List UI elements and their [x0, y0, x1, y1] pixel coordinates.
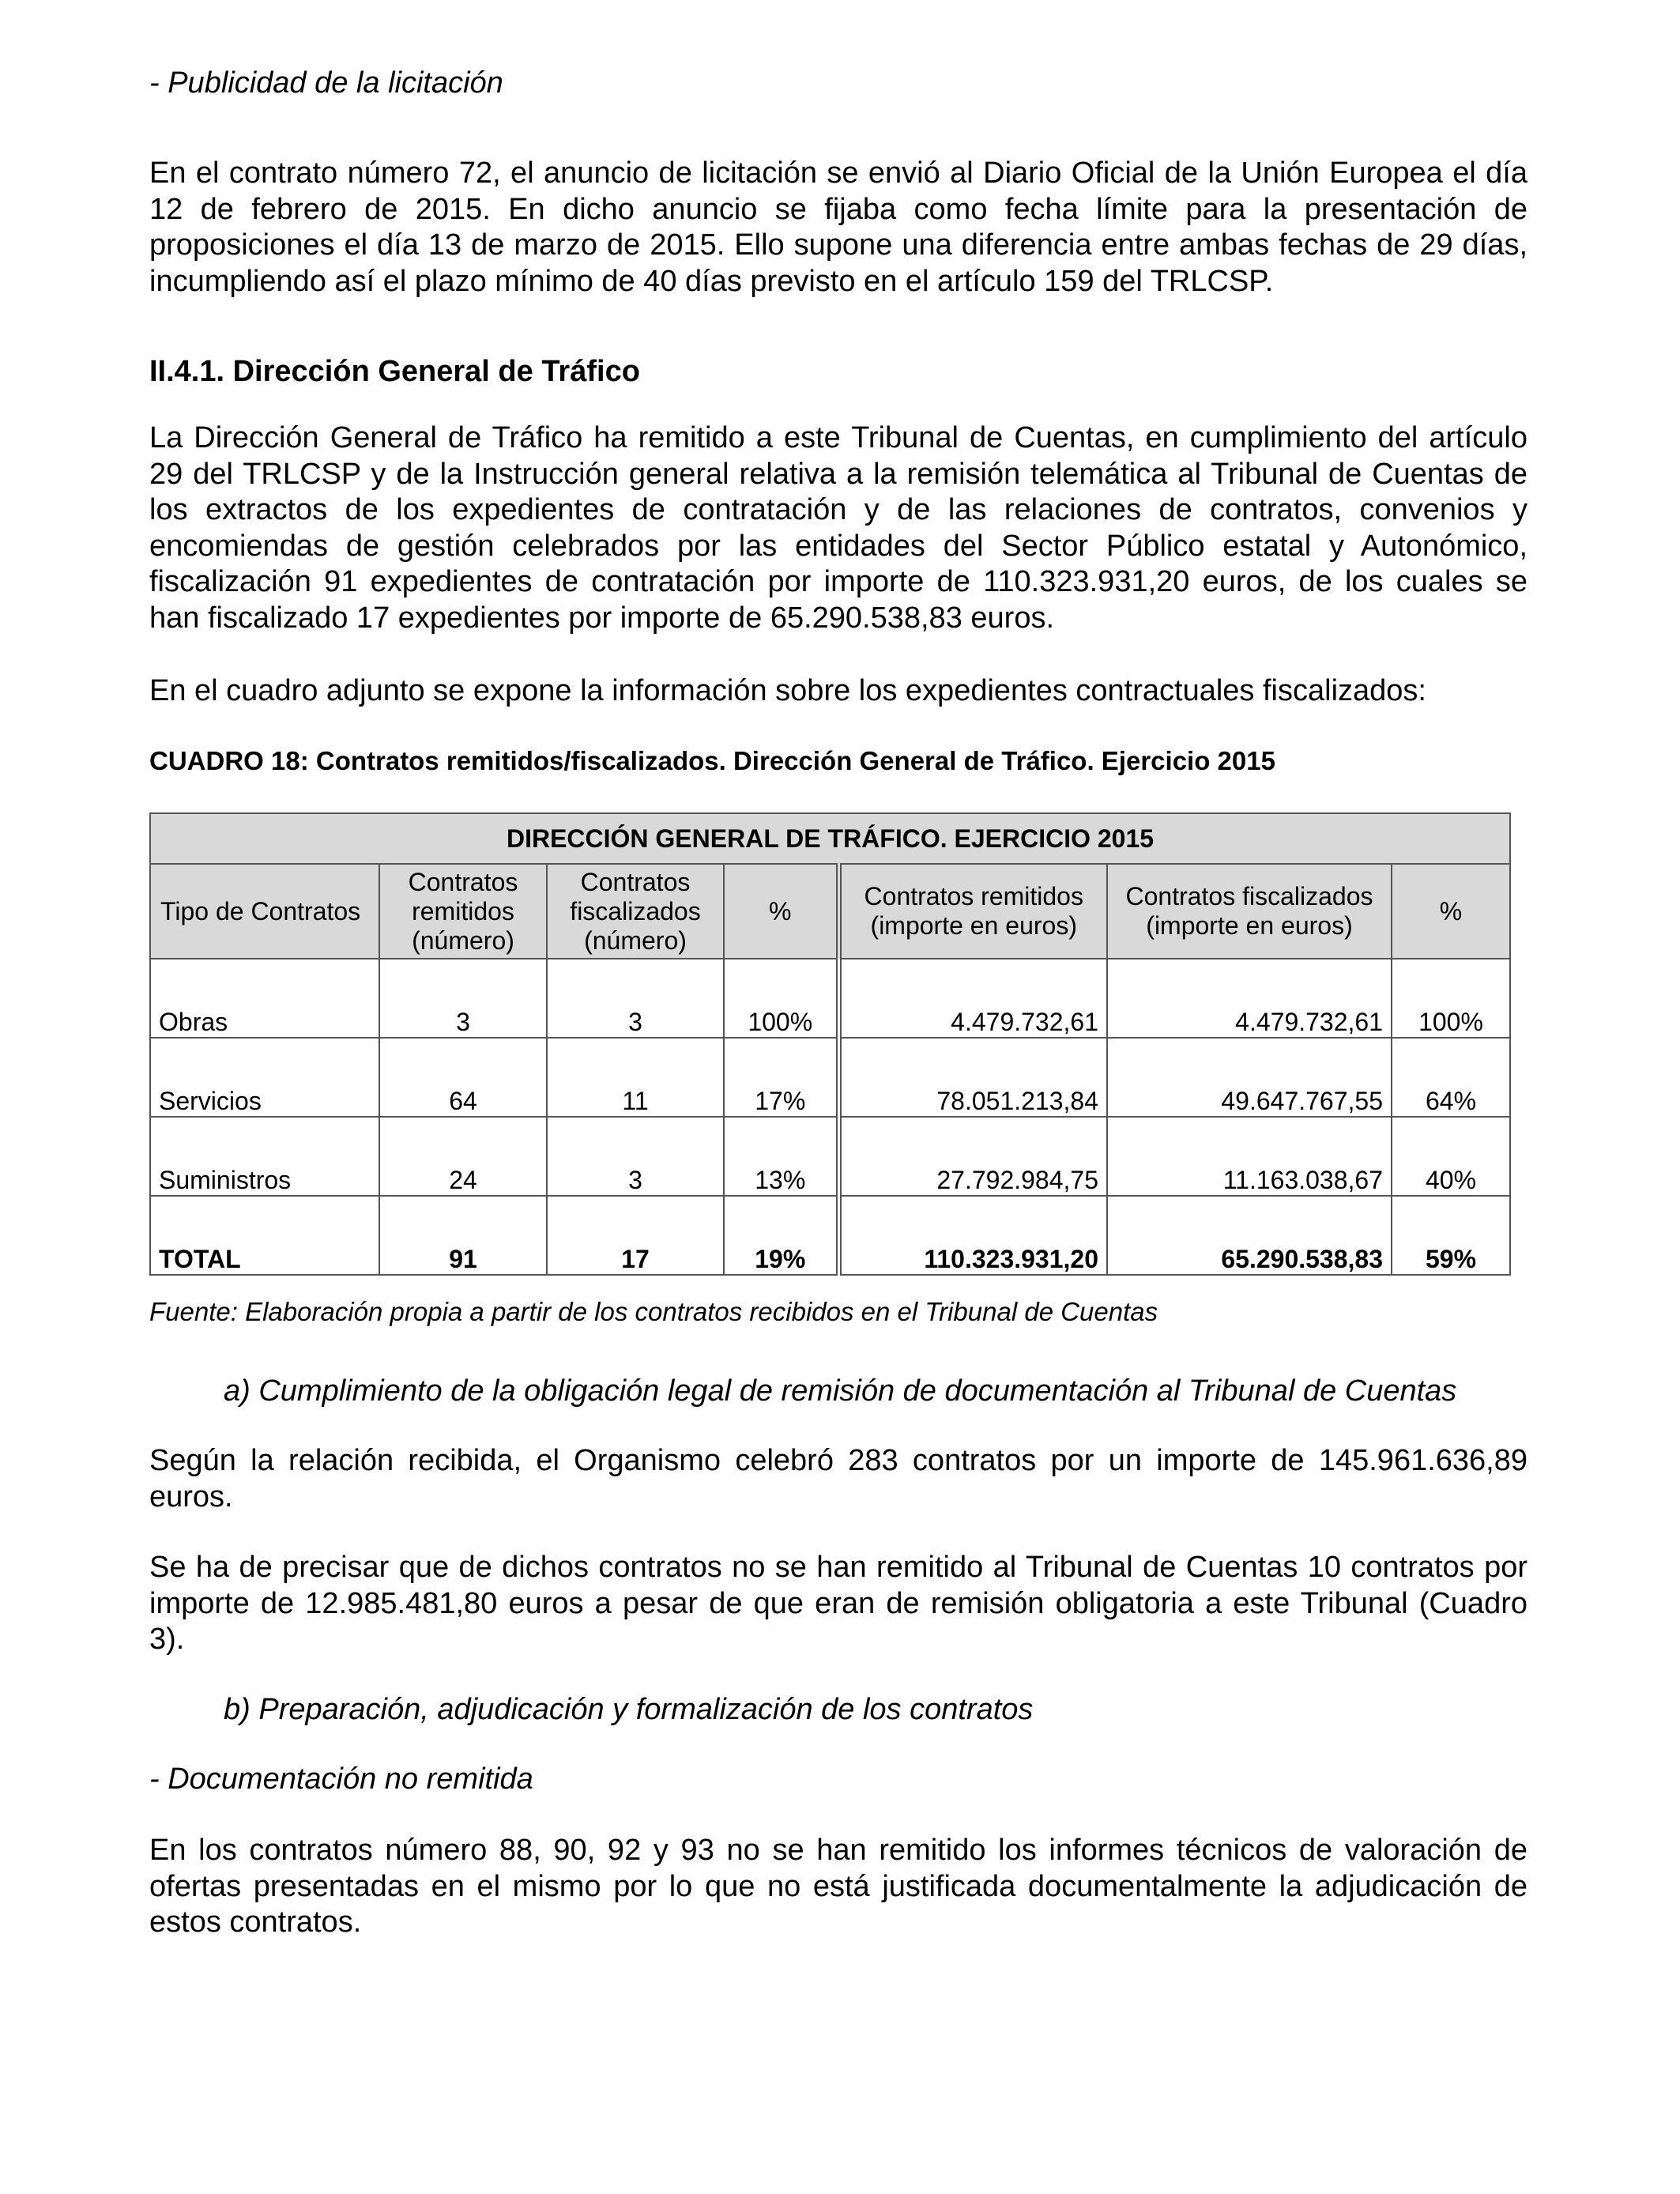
cell-remitidos-numero: 91	[379, 1196, 547, 1275]
contracts-table	[149, 812, 1511, 1276]
cell-remitidos-importe: 110.323.931,20	[838, 1196, 1107, 1275]
table-title: DIRECCIÓN GENERAL DE TRÁFICO. EJERCICIO 2015	[150, 813, 1510, 864]
subsection-heading-b: b) Preparación, adjudicación y formalización de los contratos	[224, 1693, 1034, 1726]
cell-remitidos-numero: 24	[379, 1117, 547, 1196]
cell-tipo: Suministros	[150, 1117, 379, 1196]
cell-tipo: Obras	[150, 959, 379, 1038]
cell-fiscalizados-importe: 11.163.038,67	[1107, 1117, 1392, 1196]
cell-pct-numero: 17%	[724, 1038, 838, 1117]
cell-tipo: TOTAL	[150, 1196, 379, 1275]
cell-pct-numero: 100%	[724, 959, 838, 1038]
header-remitidos-importe: Contratos remitidos (importe en euros)	[838, 864, 1107, 959]
cell-fiscalizados-importe: 49.647.767,55	[1107, 1038, 1392, 1117]
table-row	[150, 1117, 1510, 1196]
cell-fiscalizados-numero: 11	[547, 1038, 724, 1117]
paragraph-relacion-recibida: Según la relación recibida, el Organismo celebró 283 contratos por un importe de 145.961.636,89 euros.	[149, 1444, 1527, 1514]
section-heading-dgt: II.4.1. Dirección General de Tráfico	[149, 355, 640, 388]
table-row	[150, 959, 1510, 1038]
cell-pct-importe: 59%	[1392, 1196, 1510, 1275]
cell-remitidos-numero: 64	[379, 1038, 547, 1117]
table-total-row	[150, 1196, 1510, 1275]
cell-remitidos-numero: 3	[379, 959, 547, 1038]
cell-fiscalizados-importe: 65.290.538,83	[1107, 1196, 1392, 1275]
cell-pct-numero: 13%	[724, 1117, 838, 1196]
paragraph-contrato-72: En el contrato número 72, el anuncio de licitación se envió al Diario Oficial de la Unión Europea el día 12 de febrero de 2015. En dicho anuncio se fijaba como fecha límite para la presentación de proposiciones el día 13 de marzo de 2015. Ello supone una diferencia entre ambas fechas de 29 días, incumpliendo así el plazo mínimo de 40 días previsto en el artículo 159 del TRLCSP.	[149, 156, 1527, 298]
paragraph-contratos-88-93: En los contratos número 88, 90, 92 y 93 no se han remitido los informes técnicos de valoración de ofertas presentadas en el mismo por lo que no está justificada documentalmente la adjudicación de estos contratos.	[149, 1834, 1527, 1939]
cell-tipo: Servicios	[150, 1038, 379, 1117]
table-caption: CUADRO 18: Contratos remitidos/fiscalizados. Dirección General de Tráfico. Ejercicio 2015	[149, 746, 1275, 775]
paragraph-no-remitidos: Se ha de precisar que de dichos contratos no se han remitido al Tribunal de Cuentas 10 contratos por importe de 12.985.481,80 euros a pesar de que eran de remisión obligatoria a este Tribunal (Cuadro 3).	[149, 1551, 1527, 1656]
cell-remitidos-importe: 27.792.984,75	[838, 1117, 1107, 1196]
cell-fiscalizados-numero: 3	[547, 959, 724, 1038]
paragraph-dgt-remision: La Dirección General de Tráfico ha remitido a este Tribunal de Cuentas, en cumplimiento del artículo 29 del TRLCSP y de la Instrucción general relativa a la remisión telemática al Tribunal de Cuentas de los extractos de los expedientes de contratación y de las relaciones de contratos, convenios y encomiendas de gestión celebrados por las entidades del Sector Público estatal y Autonómico, fiscalización 91 expedientes de contratación por importe de 110.323.931,20 euros, de los cuales se han fiscalizado 17 expedientes por importe de 65.290.538,83 euros.	[149, 421, 1527, 635]
paragraph-cuadro-intro: En el cuadro adjunto se expone la información sobre los expedientes contractuales fiscalizados:	[149, 674, 1426, 707]
cell-pct-importe: 64%	[1392, 1038, 1510, 1117]
subsection-heading-a: a) Cumplimiento de la obligación legal de remisión de documentación al Tribunal de Cuentas	[224, 1374, 1457, 1408]
cell-remitidos-importe: 4.479.732,61	[838, 959, 1107, 1038]
cell-fiscalizados-importe: 4.479.732,61	[1107, 959, 1392, 1038]
cell-remitidos-importe: 78.051.213,84	[838, 1038, 1107, 1117]
header-pct-importe: %	[1392, 864, 1510, 959]
section-heading-publicidad: - Publicidad de la licitación	[149, 66, 503, 100]
cell-fiscalizados-numero: 17	[547, 1196, 724, 1275]
table-row	[150, 1038, 1510, 1117]
section-heading-documentacion: - Documentación no remitida	[149, 1762, 533, 1796]
cell-pct-numero: 19%	[724, 1196, 838, 1275]
table-source-note: Fuente: Elaboración propia a partir de los contratos recibidos en el Tribunal de Cuentas	[149, 1297, 1158, 1326]
header-remitidos-numero: Contratos remitidos (número)	[379, 864, 547, 959]
cell-fiscalizados-numero: 3	[547, 1117, 724, 1196]
cell-pct-importe: 100%	[1392, 959, 1510, 1038]
header-fiscalizados-importe: Contratos fiscalizados (importe en euros)	[1107, 864, 1392, 959]
header-pct-numero: %	[724, 864, 838, 959]
cell-pct-importe: 40%	[1392, 1117, 1510, 1196]
header-tipo: Tipo de Contratos	[150, 864, 379, 959]
header-fiscalizados-numero: Contratos fiscalizados (número)	[547, 864, 724, 959]
